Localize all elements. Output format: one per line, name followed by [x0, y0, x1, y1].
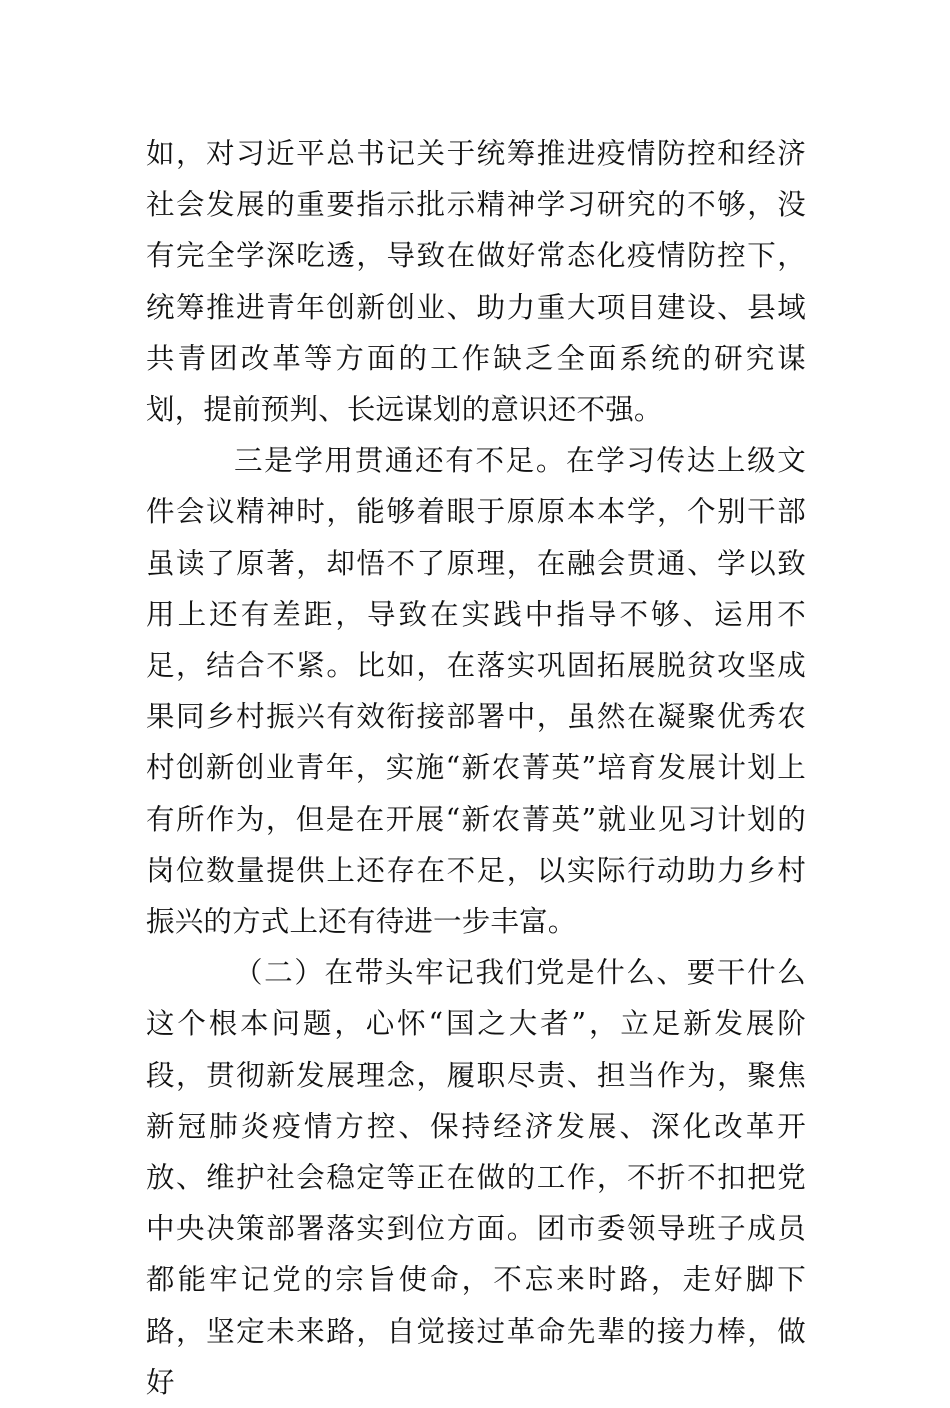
document-body [146, 128, 806, 1408]
paragraph-section-two: （二）在带头牢记我们党是什么、要干什么这个根本问题，心怀“国之大者”，立足新发展阶段，贯彻新发展理念，履职尽责、担当作为，聚焦新冠肺炎疫情方控、保持经济发展、深化改革开放、维护社会稳定等正在做的工作，不折不扣把党中央决策部署落实到位方面。团市委领导班子成员都能牢记党的宗旨使命，不忘来时路，走好脚下路，坚定未来路，自觉接过革命先辈的接力棒，做好 [146, 956, 806, 1399]
paragraph-continuation: 如，对习近平总书记关于统筹推进疫情防控和经济社会发展的重要指示批示精神学习研究的不够，没有完全学深吃透，导致在做好常态化疫情防控下，统筹推进青年创新创业、助力重大项目建设、县域共青团改革等方面的工作缺乏全面系统的研究谋划，提前预判、长远谋划的意识还不强。 [146, 137, 806, 427]
paragraph-xueyong-guantong: 三是学用贯通还有不足。在学习传达上级文件会议精神时，能够着眼于原原本本学，个别干部虽读了原著，却悟不了原理，在融会贯通、学以致用上还有差距，导致在实践中指导不够、运用不足，结合不紧。比如，在落实巩固拓展脱贫攻坚成果同乡村振兴有效衔接部署中，虽然在凝聚优秀农村创新创业青年，实施“新农菁英”培育发展计划上有所作为，但是在开展“新农菁英”就业见习计划的岗位数量提供上还存在不足，以实际行动助力乡村振兴的方式上还有待进一步丰富。 [146, 444, 806, 939]
